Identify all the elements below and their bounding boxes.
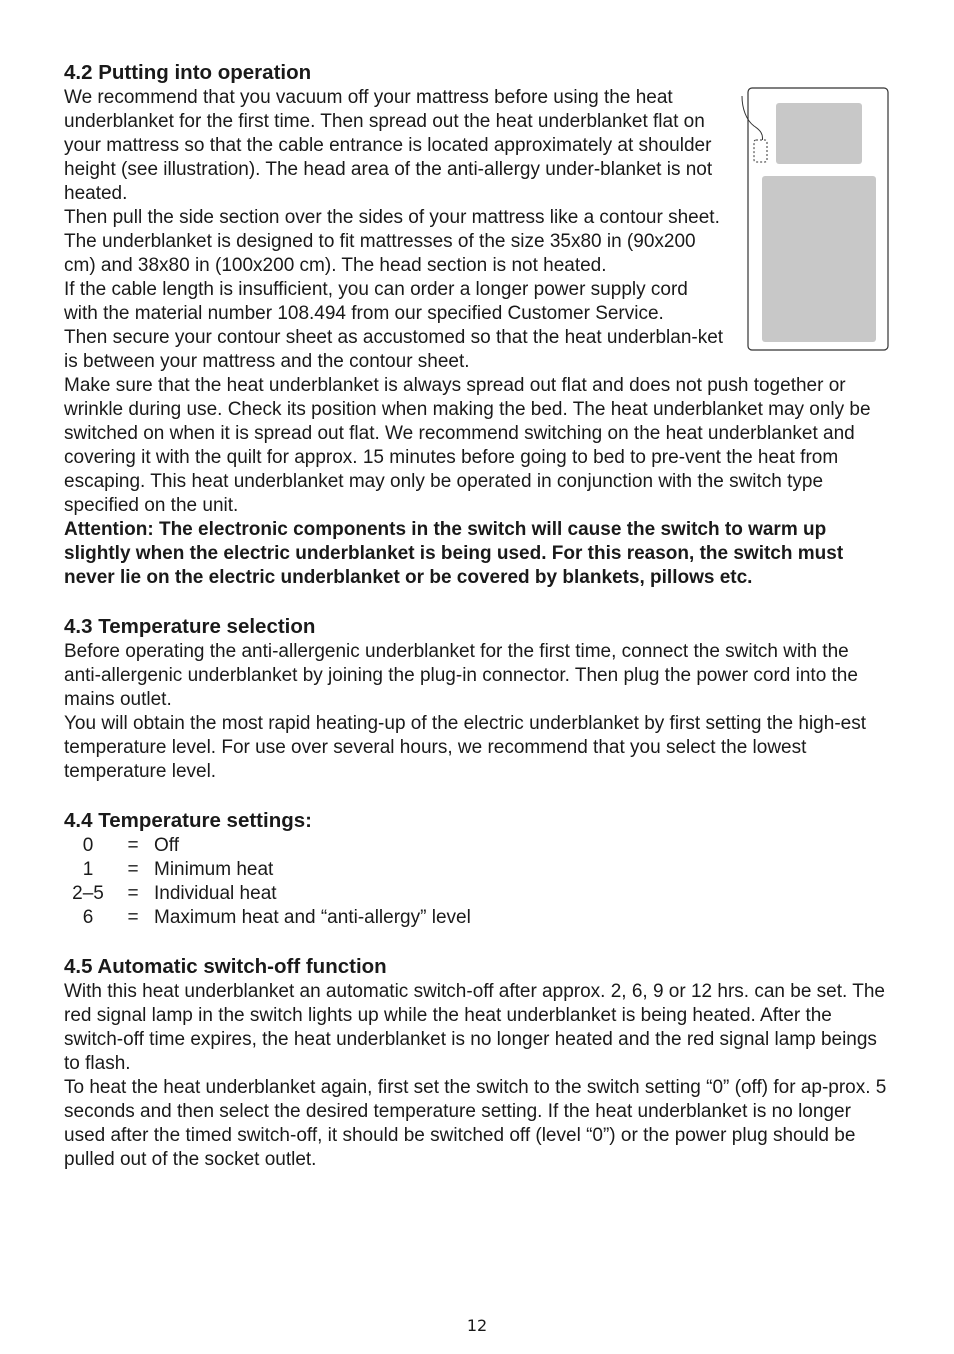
attention-note: Attention: The electronic components in the switch will cause the switch to warm up slightly when the electric underblanket is being used. For this reason, the switch must never lie on the electric underblanket or be covered by blankets, pillows etc. <box>64 519 844 588</box>
paragraph: If the cable length is insufficient, you can order a longer power supply cord with the material number 108.494 from our specified Customer Service. <box>64 279 688 324</box>
paragraph: To heat the heat underblanket again, first set the switch to the switch setting “0” (off) for ap-prox. 5 seconds and then select the desired temperature setting. If the heat underblanket is no longer used after the timed switch-off, it should be switched off (level “0”) or the power plug should be pulled out of the socket outlet. <box>64 1077 887 1170</box>
setting-level: 1 <box>82 859 94 880</box>
section-temperature-settings <box>64 808 890 930</box>
section-heading: 4.4 Temperature settings: <box>64 809 312 832</box>
setting-description: Off <box>154 835 179 856</box>
setting-level: 6 <box>82 907 94 928</box>
setting-description: Individual heat <box>154 883 277 904</box>
settings-row <box>64 834 471 858</box>
setting-level: 0 <box>82 835 94 856</box>
section-heading: 4.2 Putting into operation <box>64 61 312 84</box>
section-temperature-selection <box>64 614 890 784</box>
setting-separator: = <box>127 883 139 904</box>
setting-separator: = <box>127 835 139 856</box>
heated-section <box>762 176 876 342</box>
paragraph: Make sure that the heat underblanket is always spread out flat and does not push together or wrinkle during use. Check its position when making the bed. The heat underblanket may only be switched on when it is spread out flat. We recommend switching on the heat underblanket and covering it with the quilt for approx. 15 minutes before going to bed to pre-vent the heat from escaping. This heat underblanket may only be operated in conjunction with the switch type specified on the unit. <box>64 375 871 516</box>
settings-row <box>64 858 471 882</box>
section-automatic-switch-off <box>64 954 890 1172</box>
paragraph: Then secure your contour sheet as accustomed so that the heat underblan-ket is between your mattress and the contour sheet. <box>64 327 724 372</box>
paragraph: Then pull the side section over the sides of your mattress like a contour sheet. The underblanket is designed to fit mattresses of the size 35x80 in (90x200 cm) and 38x80 in (100x200 cm). The head section is not heated. <box>64 207 720 276</box>
settings-row <box>64 882 471 906</box>
settings-row <box>64 906 471 930</box>
paragraph: Before operating the anti-allergenic underblanket for the first time, connect the switch with the anti-allergenic underblanket by joining the plug-in connector. Then plug the power cord into the mains outlet. <box>64 641 858 710</box>
settings-table <box>64 834 471 930</box>
section-heading: 4.3 Temperature selection <box>64 615 316 638</box>
cable-entrance-plug <box>754 140 767 162</box>
setting-description: Minimum heat <box>154 859 274 880</box>
power-cable <box>742 96 763 142</box>
section-heading: 4.5 Automatic switch-off function <box>64 955 387 978</box>
head-section <box>776 103 862 164</box>
setting-separator: = <box>127 907 139 928</box>
page-number: 12 <box>466 1316 488 1335</box>
paragraph: With this heat underblanket an automatic switch-off after approx. 2, 6, 9 or 12 hrs. can be set. The red signal lamp in the switch lights up while the heat underblanket is being heated. After the switch-off time expires, the heat underblanket is no longer heated and the red signal lamp beings to flash. <box>64 981 885 1074</box>
underblanket-placement-illustration <box>738 86 890 352</box>
paragraph: We recommend that you vacuum off your mattress before using the heat underblanket for the first time. Then spread out the heat underblanket flat on your mattress so that the cable entrance is located approximately at shoulder height (see illustration). The head area of the anti-allergy under-blanket is not heated. <box>64 87 713 204</box>
paragraph: You will obtain the most rapid heating-up of the electric underblanket by first setting the high-est temperature level. For use over several hours, we recommend that you select the lowest temperature level. <box>64 713 866 782</box>
setting-description: Maximum heat and “anti-allergy” level <box>154 907 471 928</box>
setting-separator: = <box>127 859 139 880</box>
setting-level: 2–5 <box>72 883 104 904</box>
mattress-diagram <box>738 86 890 352</box>
